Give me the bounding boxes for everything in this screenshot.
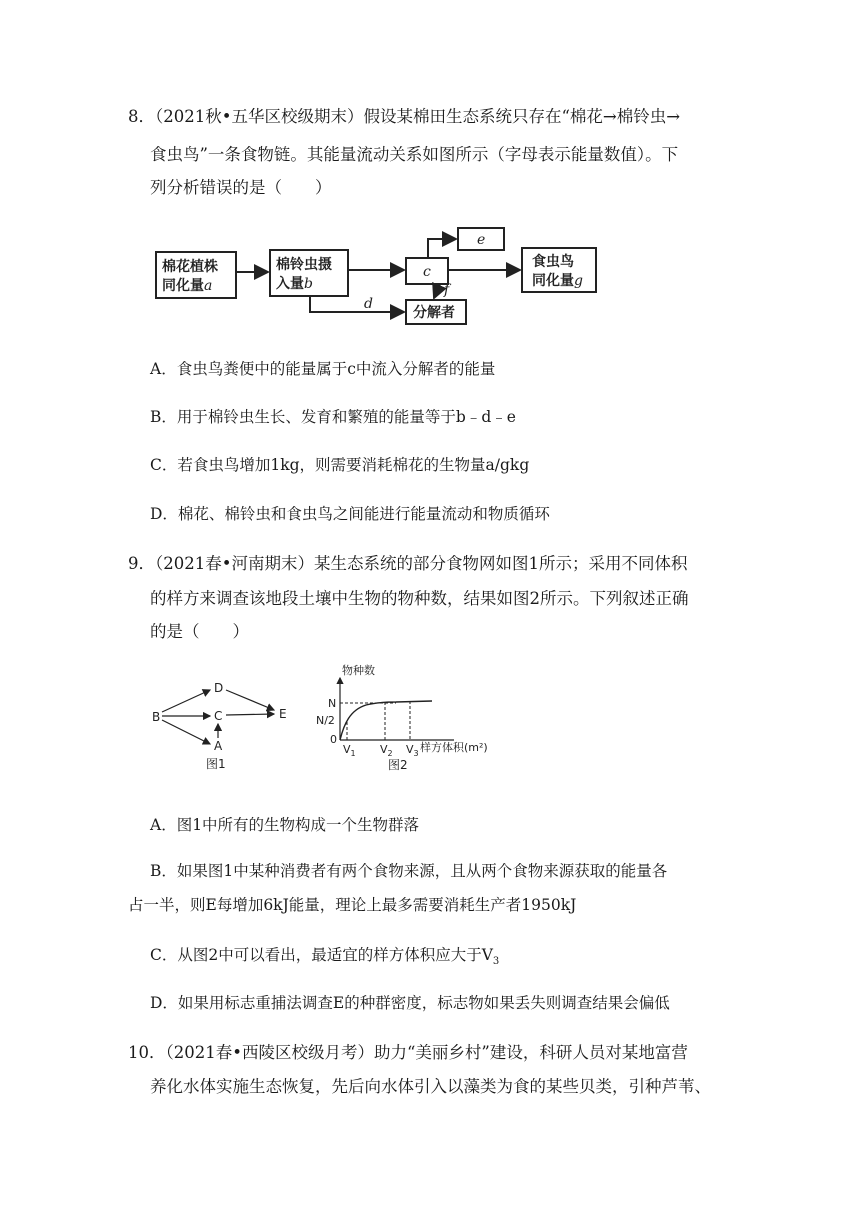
- fig2-x-axis-label: 样方体积(m²): [420, 741, 488, 754]
- box-a-line2: 同化量a: [162, 278, 213, 294]
- fig1-caption: 图1: [206, 757, 226, 771]
- q9-option-c-sub: 3: [492, 956, 500, 968]
- box-decomposer-label: 分解者: [413, 305, 455, 321]
- node-e: E: [279, 707, 287, 721]
- fig2-caption: 图2: [388, 758, 408, 772]
- q8-energy-flow-diagram: [150, 222, 610, 330]
- q9-option-c: [150, 944, 499, 973]
- node-c: C: [214, 709, 223, 723]
- node-d: D: [214, 681, 224, 695]
- q10-stem-line2: 养化水体实施生态恢复，先后向水体引入以藻类为食的某些贝类，引种芦苇、: [150, 1077, 711, 1096]
- q9-stem-line3: 的是（ ）: [150, 622, 249, 641]
- q8-option-a: A．食虫鸟粪便中的能量属于c中流入分解者的能量: [150, 360, 496, 378]
- q9-species-area-figure: [310, 664, 510, 778]
- box-a-line1: 棉花植株: [162, 259, 218, 275]
- fig2-curve: [340, 701, 432, 740]
- q9-stem-line1: 9．（2021春•河南期末）某生态系统的部分食物网如图1所示；采用不同体积: [128, 554, 688, 573]
- node-b: B: [152, 710, 161, 724]
- fig2-y-axis-label: 物种数: [342, 664, 375, 677]
- q9-option-c-text: C．从图2中可以看出，最适宜的样方体积应大于V: [150, 946, 493, 964]
- q9-option-d: D．如果用标志重捕法调查E的种群密度，标志物如果丢失则调查结果会偏低: [150, 994, 670, 1012]
- arrow-d-to-e: [226, 690, 274, 710]
- label-f: f: [444, 282, 450, 298]
- box-b-line1: 棉铃虫摄: [276, 257, 332, 273]
- q8-option-d: D．棉花、棉铃虫和食虫鸟之间能进行能量流动和物质循环: [150, 505, 550, 523]
- arrow-c-to-e: [226, 714, 274, 715]
- fig2-tick-half: N/2: [316, 714, 335, 727]
- fig2-tick-n: N: [328, 697, 337, 710]
- q9-stem-line2: 的样方来调查该地段土壤中生物的物种数，结果如图2所示。下列叙述正确: [150, 589, 689, 608]
- box-g-line1: 食虫鸟: [532, 254, 574, 270]
- q8-stem-line3: 列分析错误的是（ ）: [150, 178, 332, 197]
- fig2-tick-v1: $V_1$: [343, 743, 356, 758]
- box-c-label: c: [423, 264, 431, 280]
- fig2-origin: 0: [330, 733, 337, 746]
- arrow-c-to-e: [428, 239, 456, 258]
- q8-stem-line2: 食虫鸟”一条食物链。其能量流动关系如图所示（字母表示能量数值）。下: [150, 145, 679, 164]
- q9-option-a: A．图1中所有的生物构成一个生物群落: [150, 816, 420, 834]
- q9-option-b-line2: 占一半，则E每增加6kJ能量，理论上最多需要消耗生产者1950kJ: [128, 896, 577, 914]
- box-e-label: e: [477, 232, 486, 248]
- q8-stem-line1: 8．（2021秋•五华区校级期末）假设某棉田生态系统只存在“棉花→棉铃虫→: [128, 107, 681, 126]
- q10-stem-line1: 10．（2021春•西陵区校级月考）助力“美丽乡村”建设，科研人员对某地富营: [128, 1043, 688, 1062]
- arrow-b-to-a: [162, 720, 210, 744]
- q8-option-b: B．用于棉铃虫生长、发育和繁殖的能量等于b﹣d﹣e: [150, 408, 516, 426]
- node-a: A: [214, 739, 223, 753]
- q9-option-b-line1: B．如果图1中某种消费者有两个食物来源，且从两个食物来源获取的能量各: [150, 862, 668, 880]
- fig2-tick-v2: $V_2$: [380, 743, 393, 758]
- arrow-c-to-decomposer: [434, 284, 440, 298]
- q9-food-web-figure: [146, 668, 306, 778]
- box-b-line2: 入量b: [276, 276, 313, 292]
- label-d: d: [364, 296, 373, 312]
- box-g-line2: 同化量g: [532, 273, 583, 289]
- arrow-b-to-decomposer: [310, 296, 404, 312]
- fig2-tick-v3: $V_3$: [406, 743, 419, 758]
- q8-option-c: C．若食虫鸟增加1kg，则需要消耗棉花的生物量a/gkg: [150, 456, 530, 474]
- arrow-b-to-d: [162, 690, 210, 712]
